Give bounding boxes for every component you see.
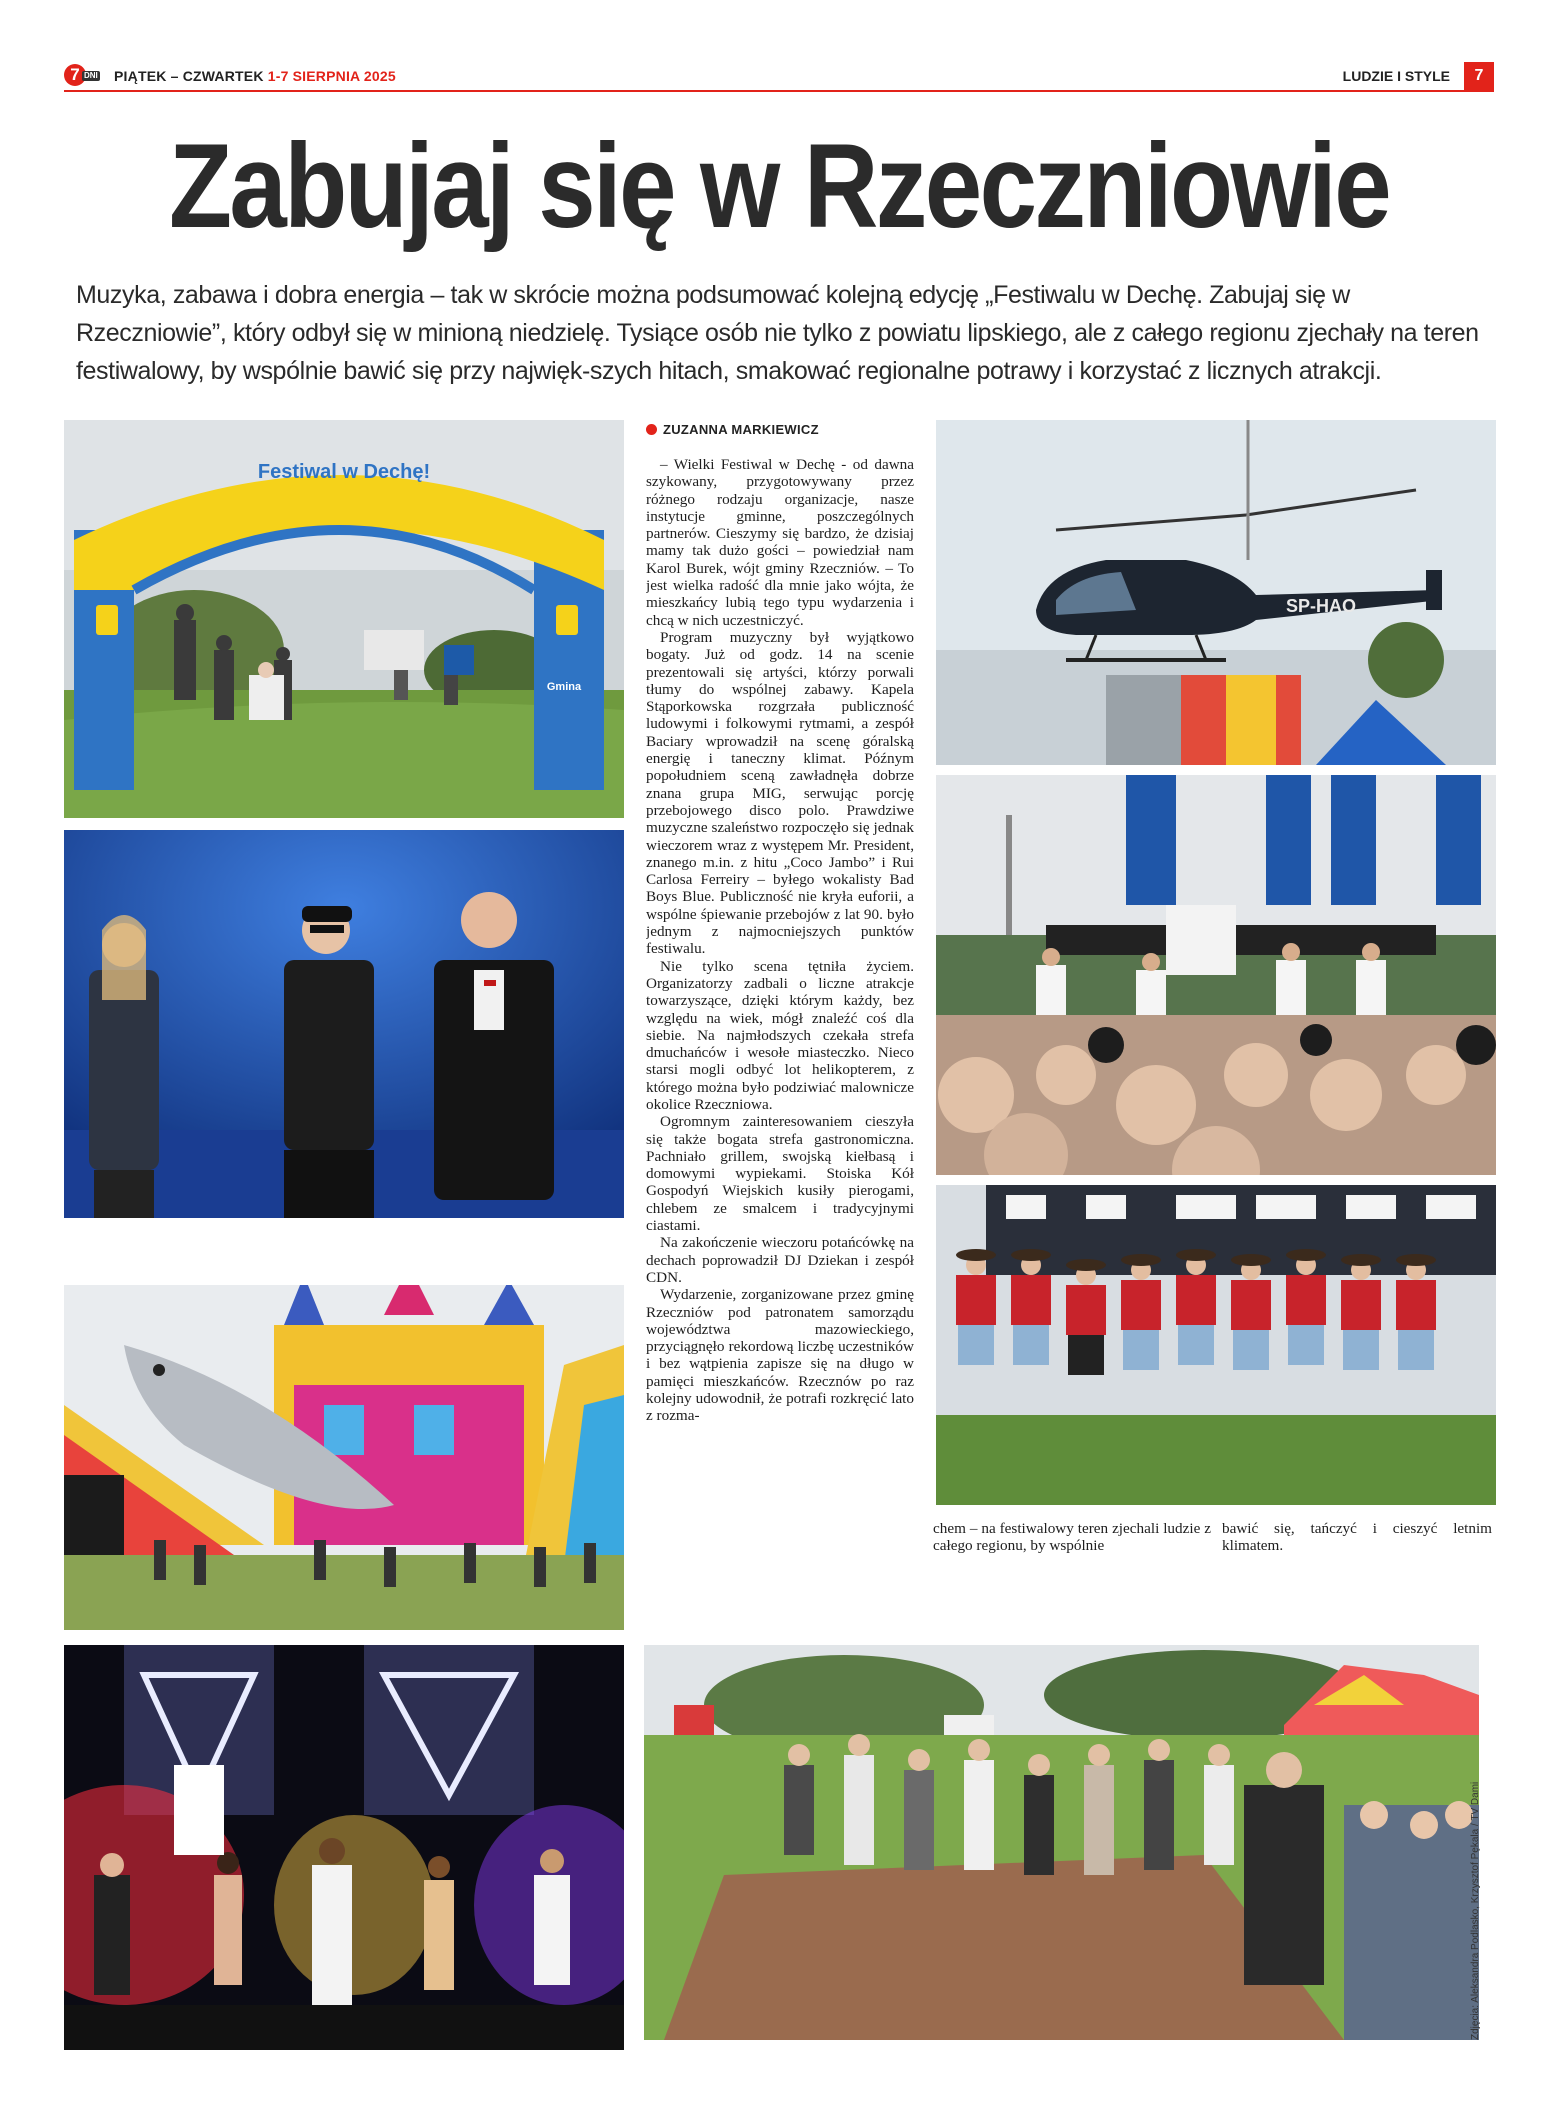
byline-dot-icon <box>646 424 657 435</box>
article-continuation-1: chem – na festiwalowy teren zjechali ludzie z całego regionu, by wspólnie <box>933 1520 1211 1555</box>
photo-dance-floor <box>644 1645 1479 2040</box>
logo-number: 7 <box>64 64 86 86</box>
photo-folk-band-stage <box>936 775 1496 1175</box>
helicopter-registration: SP-HAO <box>1286 596 1357 616</box>
newspaper-logo <box>64 64 104 88</box>
article-paragraph: Ogromnym zainteresowaniem cieszyła się także bogata strefa gastronomiczna. Pachniało grillem, swojską kiełbasą i domowymi wypiekami. Stoiska Kół Gospodyń Wiejskich kusiły pierogami, chlebem ze smalcem i tradycyjnymi ciastami. <box>646 1113 914 1235</box>
page-header <box>64 62 1494 92</box>
photo-helicopter <box>936 420 1496 765</box>
article-paragraph: Program muzyczny był wyjątkowo bogaty. Już od godz. 14 na scenie prezentowali się artyści, którzy porwali tłumy do wspólnej zabawy. Kapela Stąporkowska rozgrzała publiczność ludowymi i folkowymi rytmami, a zespół Baciary wprowadził na scenę góralską energię i taneczny klimat. Późnym popołudniem sceną zawładnęła dobrze znana grupa MIG, serwując porcję przebojowego disco polo. Prawdziwe muzyczne szaleństwo rozpoczęło się jednak wieczorem wraz z występem Mr. President, znanego m.in. z hitu „Coco Jambo” i Rui Carlosa Ferreiry – byłego wokalisty Bad Boys Blue. Publiczność nie kryła euforii, a wspólne śpiewanie przebojów z lat 90. było jednym z najmocniejszych punktów festiwalu. <box>646 628 914 958</box>
byline-author: ZUZANNA MARKIEWICZ <box>663 422 819 437</box>
page-number: 7 <box>1464 62 1494 90</box>
article-paragraph: Na zakończenie wieczoru potańcówkę na dechach poprowadził DJ Dziekan i zespół CDN. <box>646 1234 914 1286</box>
issue-date-prefix: PIĄTEK – CZWARTEK <box>114 68 268 84</box>
logo-text: DNI <box>84 71 98 80</box>
photo-bouncy-castles <box>64 1285 624 1630</box>
article-paragraph: Nie tylko scena tętniła życiem. Organizatorzy zadbali o liczne atrakcje towarzyszące, dzięki którym każdy, bez względu na wiek, mógł znaleźć coś dla siebie. Na najmłodszych czekała strefa dmuchańców i wesołe miasteczko. Nieco starsi mogli odbyć lot helikopterem, z którego można było podziwiać malownicze okolice Rzeczniowa. <box>646 957 914 1113</box>
photo-credit: Zdjęcia: Aleksandra Podlasko, Krzysztof Pękala / TV Dami <box>1470 1781 1481 2040</box>
section-name: LUDZIE I STYLE <box>1342 68 1450 84</box>
article-continuation-2: bawić się, tańczyć i cieszyć letnim klimatem. <box>1222 1520 1492 1555</box>
article-byline <box>646 422 819 438</box>
issue-date-range: 1-7 SIERPNIA 2025 <box>267 68 396 84</box>
article-paragraph: – Wielki Festiwal w Dechę - od dawna szykowany, przygotowywany przez różnego rodzaju organizacje, nasze instytucje gminne, poszczególnych partnerów. Cieszymy się bardzo, że dzisiaj mamy tak dużo gości – powiedział nam Karol Burek, wójt gminy Rzeczniów. – To jest wielka radość dla mnie jako wójta, że mieszkańcy lubią tego typu wydarzenia i chcą w nich uczestniczyć. <box>646 456 914 629</box>
photo-stage-singers <box>64 830 624 1218</box>
photo-evening-concert <box>64 1645 624 2050</box>
photo-children-dance-group <box>936 1185 1496 1505</box>
article-body <box>646 456 914 1556</box>
photo-festival-entrance-arch <box>64 420 624 818</box>
article-headline: Zabujaj się w Rzeczniowie <box>168 119 1390 253</box>
article-paragraph: Wydarzenie, zorganizowane przez gminę Rzeczniów pod patronatem samorządu województwa mazowieckiego, przyciągnęło rekordową liczbę uczestników i bez wątpienia zapisze się na długo w pamięci mieszkańców. Rzecznów po raz kolejny udowodnił, że potrafi rozkręcić lato z rozma- <box>646 1286 914 1425</box>
article-lead: Muzyka, zabawa i dobra energia – tak w skrócie można podsumować kolejną edycję „Festiwalu w Dechę. Zabujaj się w Rzeczniowie”, który odbył się w minioną niedzielę. Tysiące osób nie tylko z powiatu lipskiego, ale z całego regionu zjechały na teren festiwalowy, by wspólnie bawić się przy najwięk-szych hitach, smakować regionalne potrawy i korzystać z licznych atrakcji. <box>76 281 1479 385</box>
issue-date <box>114 68 396 84</box>
arch-text: Festiwal w Dechę! <box>257 461 431 483</box>
arch-side-text: Gmina <box>546 681 582 693</box>
